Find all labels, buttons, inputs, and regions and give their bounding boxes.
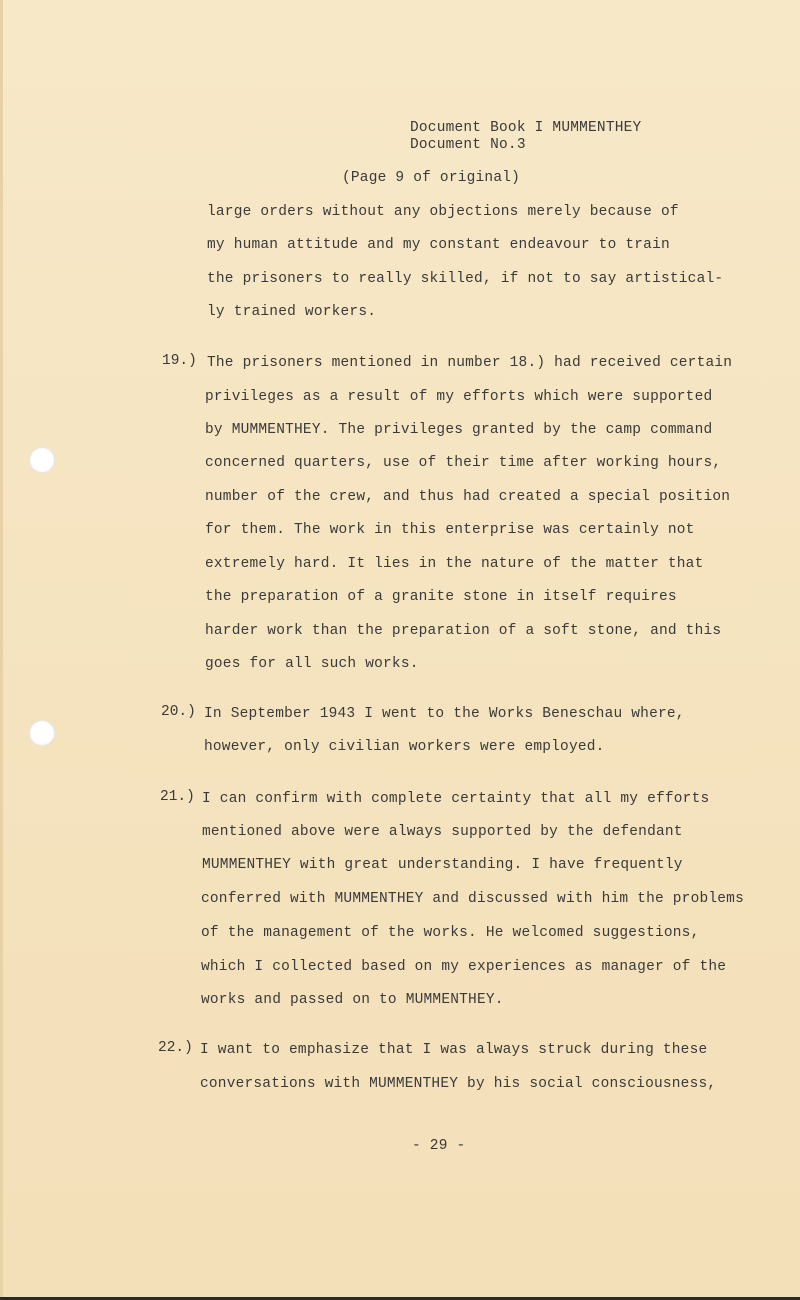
body-line: I want to emphasize that I was always struck during these (200, 1042, 708, 1058)
punch-hole-top (29, 447, 55, 473)
body-line: my human attitude and my constant endeavour to train (207, 237, 670, 253)
body-line: concerned quarters, use of their time after working hours, (205, 455, 722, 471)
punch-hole-bottom (29, 720, 55, 746)
body-line: I can confirm with complete certainty that all my efforts (202, 791, 710, 807)
body-line: MUMMENTHEY with great understanding. I have frequently (202, 857, 683, 873)
body-line: works and passed on to MUMMENTHEY. (201, 992, 504, 1008)
paragraph-number: 21.) (160, 789, 195, 805)
body-line: number of the crew, and thus had created a special position (205, 489, 731, 505)
paragraph-number: 20.) (161, 704, 196, 720)
body-line: ly trained workers. (207, 304, 377, 320)
body-line: In September 1943 I went to the Works Beneschau where, (204, 706, 685, 722)
body-line: extremely hard. It lies in the nature of the matter that (205, 556, 704, 572)
body-line: conversations with MUMMENTHEY by his social consciousness, (200, 1076, 717, 1092)
body-line: for them. The work in this enterprise was certainly not (205, 522, 695, 538)
paragraph-number: 22.) (158, 1040, 193, 1056)
body-line: goes for all such works. (205, 656, 419, 672)
body-line: by MUMMENTHEY. The privileges granted by the camp command (205, 422, 713, 438)
page-reference: (Page 9 of original) (342, 170, 521, 186)
body-line: of the management of the works. He welcomed suggestions, (201, 925, 700, 941)
body-line: the prisoners to really skilled, if not to say artistical- (207, 271, 724, 287)
body-line: conferred with MUMMENTHEY and discussed with him the problems (201, 891, 744, 907)
page-number: - 29 - (412, 1138, 466, 1154)
body-line: privileges as a result of my efforts which were supported (205, 389, 713, 405)
document-number: Document No.3 (410, 137, 526, 153)
body-line: which I collected based on my experiences as manager of the (201, 959, 727, 975)
paragraph-number: 19.) (162, 353, 197, 369)
body-line: however, only civilian workers were employed. (204, 739, 605, 755)
document-book-title: Document Book I MUMMENTHEY (410, 120, 642, 136)
body-line: harder work than the preparation of a soft stone, and this (205, 623, 722, 639)
body-line: the preparation of a granite stone in itself requires (205, 589, 677, 605)
body-line: The prisoners mentioned in number 18.) had received certain (207, 355, 733, 371)
body-line: mentioned above were always supported by the defendant (202, 824, 683, 840)
page-left-edge (0, 0, 3, 1300)
body-line: large orders without any objections merely because of (207, 204, 679, 220)
